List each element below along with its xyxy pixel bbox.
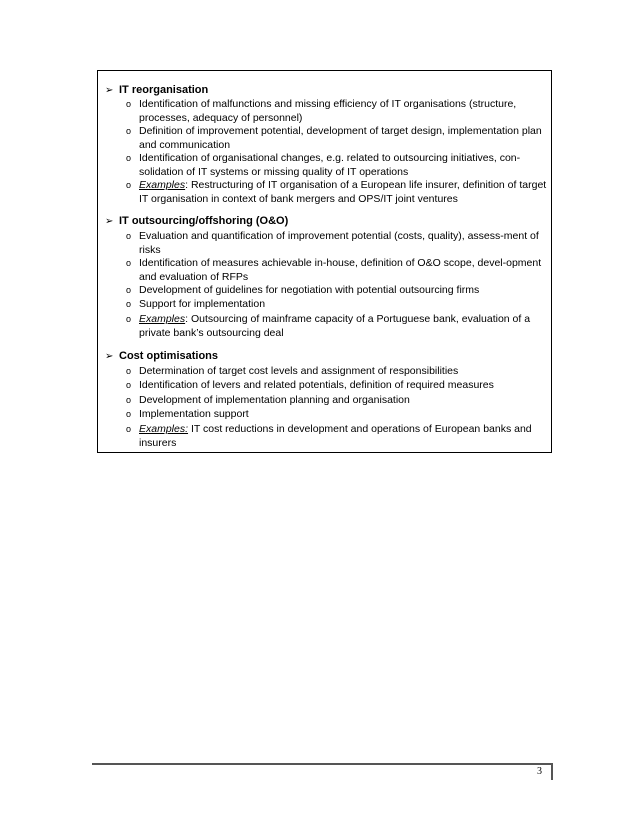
arrow-bullet-icon: ➢: [105, 216, 114, 227]
list-item: o Evaluation and quantification of improvement potential (costs, quality), assess-ment of risks: [126, 230, 539, 256]
circle-bullet-icon: o: [126, 153, 132, 163]
list-item: o Examples: IT cost reductions in development and operations of European banks and insurers: [126, 423, 532, 449]
page-number: 3: [537, 766, 542, 777]
content-box: [97, 70, 552, 453]
footer-rule: [92, 763, 551, 765]
circle-bullet-icon: o: [126, 99, 132, 109]
circle-bullet-icon: o: [126, 299, 132, 309]
circle-bullet-icon: o: [126, 258, 132, 268]
examples-label: Examples: [139, 179, 186, 191]
section-title: ➢ Cost optimisations: [105, 350, 219, 362]
circle-bullet-icon: o: [126, 231, 132, 241]
circle-bullet-icon: o: [126, 314, 132, 324]
list-item: o Implementation support: [126, 408, 249, 420]
examples-label: Examples:: [139, 423, 189, 435]
circle-bullet-icon: o: [126, 285, 132, 295]
circle-bullet-icon: o: [126, 409, 132, 419]
list-item: o Determination of target cost levels and assignment of responsibilities: [126, 365, 459, 377]
list-item: o Development of guidelines for negotiation with potential outsourcing firms: [126, 284, 480, 296]
list-item: o Development of implementation planning and organisation: [126, 394, 410, 406]
circle-bullet-icon: o: [126, 126, 132, 136]
circle-bullet-icon: o: [126, 180, 132, 190]
list-item: o Identification of organisational changes, e.g. related to outsourcing initiatives, con-solidation of IT systems or missing quality of IT operations: [126, 152, 521, 178]
circle-bullet-icon: o: [126, 366, 132, 376]
list-item: o Examples: Restructuring of IT organisation of a European life insurer, definition of target IT organisation in context of bank mergers and OPS/IT joint ventures: [126, 179, 547, 205]
list-item: o Identification of measures achievable in-house, definition of O&O scope, devel-opment and evaluation of RFPs: [126, 257, 542, 283]
arrow-bullet-icon: ➢: [105, 85, 114, 96]
list-item: o Examples: Outsourcing of mainframe capacity of a Portuguese bank, evaluation of a private bank’s outsourcing deal: [126, 313, 531, 339]
list-item: o Support for implementation: [126, 298, 266, 310]
section-title: ➢ IT outsourcing/offshoring (O&O): [105, 215, 289, 227]
list-item: o Definition of improvement potential, development of target design, implementation plan and communication: [126, 125, 542, 151]
footer-vertical-rule: [551, 763, 553, 780]
arrow-bullet-icon: ➢: [105, 351, 114, 362]
circle-bullet-icon: o: [126, 395, 132, 405]
examples-label: Examples: [139, 313, 186, 325]
list-item: o Identification of levers and related potentials, definition of required measures: [126, 379, 494, 391]
circle-bullet-icon: o: [126, 380, 132, 390]
section-title: ➢ IT reorganisation: [105, 84, 209, 96]
circle-bullet-icon: o: [126, 424, 132, 434]
list-item: o Identification of malfunctions and missing efficiency of IT organisations (structure, processes, adequacy of personnel): [126, 98, 517, 124]
